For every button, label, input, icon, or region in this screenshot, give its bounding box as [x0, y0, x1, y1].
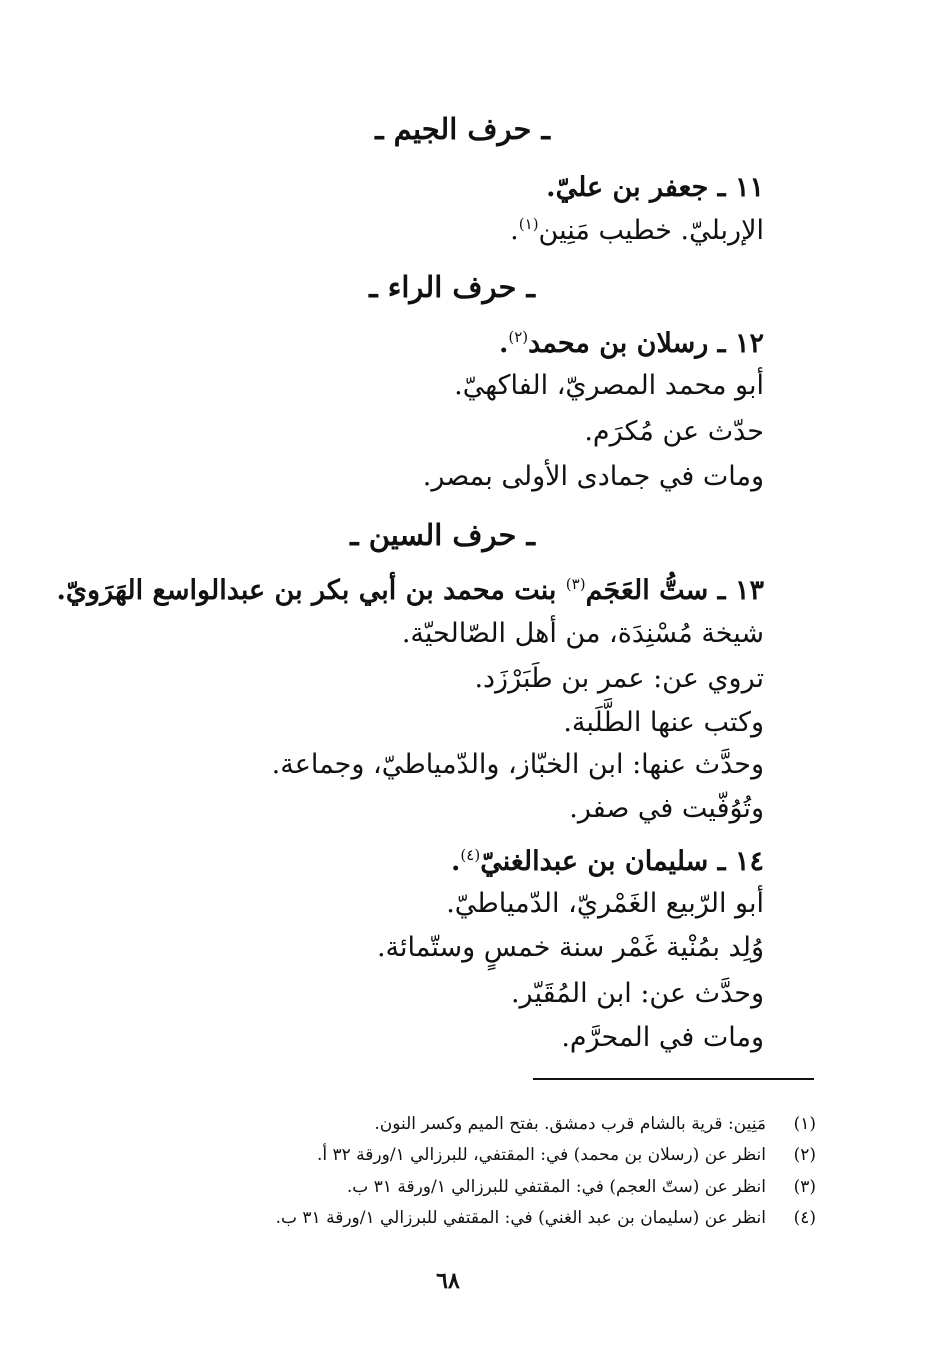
footnote-1-text: مَنِين: قرية بالشام قرب دمشق. بفتح الميم وكسر النون. — [374, 1114, 766, 1134]
entry-13-line-1: شيخة مُسْنِدَة، من أهل الصّالحيّة. — [401, 618, 764, 649]
footnote-1-number: (١) — [793, 1114, 816, 1134]
entry-14-head-end: . — [451, 846, 461, 877]
entry-13-name: ١٣ ـ ستُّ العَجَم — [585, 575, 764, 606]
section-heading-ra: ـ حرف الراء ـ — [369, 270, 535, 304]
section-heading-jim: ـ حرف الجيم ـ — [375, 112, 550, 146]
entry-12-line-2: حدّث عن مُكرَم. — [584, 416, 764, 447]
footnote-ref-2: (٢) — [508, 328, 529, 346]
entry-14-line-3: وحدَّث عن: ابن المُقَيّر. — [510, 978, 764, 1009]
entry-11-end: . — [510, 215, 519, 246]
entry-14-name: ١٤ ـ سليمان بن عبدالغنيّ — [480, 846, 764, 877]
footnote-ref-1: (١) — [518, 215, 539, 233]
footnote-4 — [276, 1208, 816, 1228]
footnote-ref-3: (٣) — [565, 575, 586, 593]
footnote-1 — [374, 1114, 816, 1134]
footnote-2 — [317, 1145, 816, 1165]
entry-11-heading: ١١ ـ جعفر بن عليّ. — [546, 172, 764, 203]
entry-14-heading — [451, 846, 764, 877]
entry-13-line-2: تروي عن: عمر بن طَبَرْزَد. — [474, 663, 764, 694]
footnote-3-text: انظر عن (ستّ العجم) في: المقتفي للبرزالي ١/ورقة ٣١ ب. — [346, 1177, 766, 1197]
footnote-4-number: (٤) — [793, 1208, 816, 1228]
footnote-2-text: انظر عن (رسلان بن محمد) في: المقتفي، للبرزالي ١/ورقة ٣٢ أ. — [316, 1145, 766, 1165]
entry-13-lineage: بنت محمد بن أبي بكر بن عبدالواسع الهَرَويّ. — [56, 575, 566, 606]
entry-12-name: ١٢ ـ رسلان بن محمد — [528, 328, 764, 359]
entry-13-line-4: وحدَّث عنها: ابن الخبّاز، والدّمياطيّ، وجماعة. — [271, 749, 764, 780]
footnote-3 — [347, 1177, 816, 1197]
section-heading-sin: ـ حرف السين ـ — [350, 518, 535, 552]
entry-12-line-3: ومات في جمادى الأولى بمصر. — [422, 461, 764, 492]
entry-12-heading — [499, 328, 764, 359]
footnote-ref-4: (٤) — [460, 846, 481, 864]
entry-11-text: الإربليّ. خطيب مَنِين — [538, 215, 764, 246]
entry-13-heading — [57, 575, 764, 606]
footnote-4-text: انظر عن (سليمان بن عبد الغني) في: المقتفي للبرزالي ١/ورقة ٣١ ب. — [275, 1208, 766, 1228]
entry-13-line-5: وتُوُفّيت في صفر. — [569, 793, 764, 824]
entry-14-line-4: ومات في المحرَّم. — [561, 1022, 764, 1053]
footnote-separator — [533, 1078, 814, 1080]
page-number: ٦٨ — [436, 1268, 460, 1294]
entry-11-line-1 — [510, 215, 764, 246]
entry-12-line-1: أبو محمد المصريّ، الفاكهيّ. — [454, 370, 764, 401]
entry-13-line-3: وكتب عنها الطَّلَبة. — [563, 707, 764, 738]
entry-12-head-end: . — [498, 328, 509, 359]
entry-14-line-1: أبو الرّبيع الغَمْريّ، الدّمياطيّ. — [446, 888, 764, 919]
footnote-2-number: (٢) — [793, 1145, 816, 1165]
footnote-3-number: (٣) — [793, 1177, 816, 1197]
entry-14-line-2: وُلِد بمُنْية غَمْر سنة خمسٍ وستّمائة. — [376, 932, 764, 963]
